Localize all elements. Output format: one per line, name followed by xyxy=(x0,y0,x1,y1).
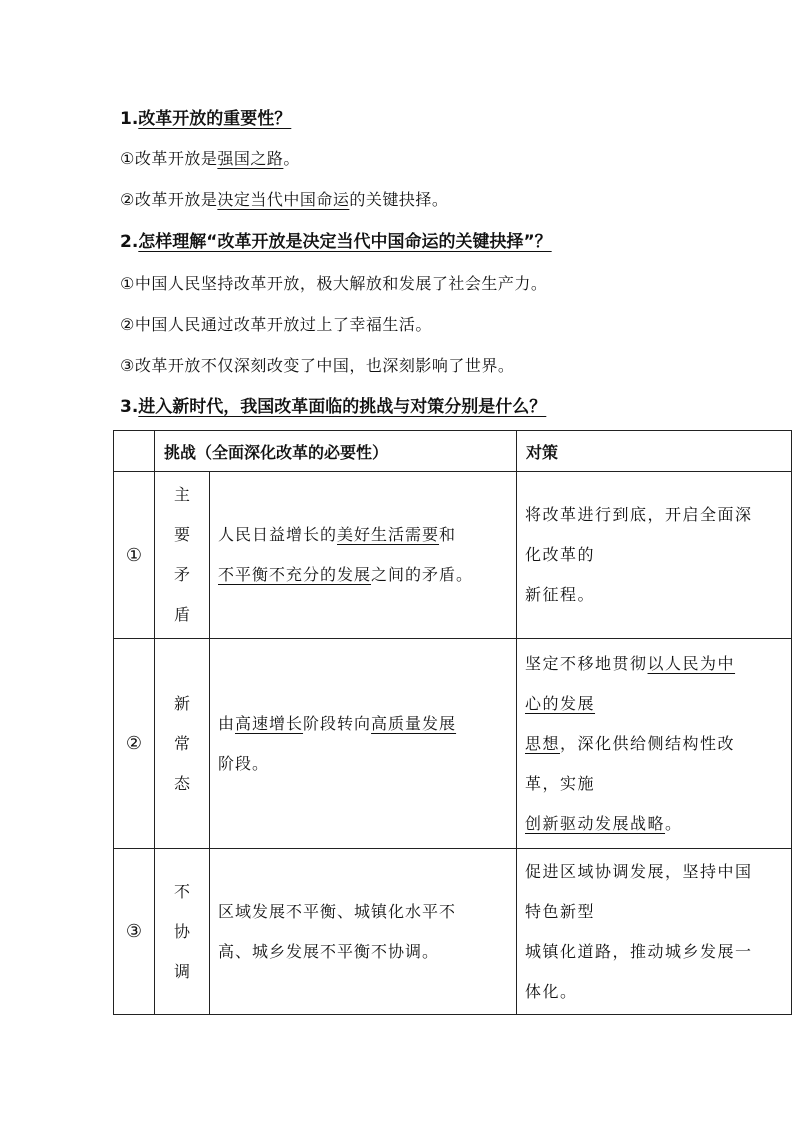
challenge-text: 之间的矛盾。 xyxy=(371,565,474,584)
measure-key: 思想 xyxy=(525,733,561,753)
q1-item-2-key: 决定当代中国命运 xyxy=(217,190,350,209)
measure-text: 坚定不移地贯彻 xyxy=(525,653,648,673)
measure-key: 心的发展 xyxy=(525,693,596,713)
challenge-line: 区域发展不平衡、城镇化水平不 xyxy=(218,901,457,921)
table-row xyxy=(114,472,792,639)
table-row xyxy=(114,639,792,849)
measure-line: 革，实施 xyxy=(525,773,596,793)
row-label-char: 新 xyxy=(173,693,190,713)
row-challenge xyxy=(210,472,517,639)
row-label-char: 协 xyxy=(173,921,190,941)
q1-number: 1. xyxy=(120,109,139,129)
row-measure xyxy=(517,849,792,1015)
header-empty-cell xyxy=(114,431,155,472)
row-label xyxy=(155,639,210,849)
row-number: ③ xyxy=(114,849,155,1015)
measure-key: 以人民为中 xyxy=(647,653,736,673)
row-measure xyxy=(517,472,792,639)
q2-number: 2. xyxy=(120,232,139,252)
challenge-measure-table xyxy=(113,430,792,1015)
q2-item-2: ②中国人民通过改革开放过上了幸福生活。 xyxy=(120,315,432,334)
challenge-text: 人民日益增长的 xyxy=(218,525,338,544)
measure-text: ，深化供给侧结构性改 xyxy=(560,733,736,753)
table-header-row xyxy=(114,431,792,472)
q1-item-1-prefix: ①改革开放是 xyxy=(120,149,218,168)
measure-line: 体化。 xyxy=(525,981,578,1001)
challenge-line: 高、城乡发展不平衡不协调。 xyxy=(218,941,440,961)
row-label-char: 要 xyxy=(173,525,190,544)
measure-line: 特色新型 xyxy=(525,901,596,921)
challenge-text: 由 xyxy=(218,713,236,733)
q2-title: 怎样理解“改革开放是决定当代中国命运的关键抉择”？ xyxy=(138,232,552,252)
row-label-char: 主 xyxy=(173,485,190,504)
q1-item-2-suffix: 的关键抉择。 xyxy=(349,190,449,209)
row-challenge xyxy=(210,639,517,849)
q1-item-1-suffix: 。 xyxy=(283,149,300,168)
q3-number: 3. xyxy=(120,397,139,417)
challenge-key: 美好生活需要 xyxy=(337,525,440,544)
q2-item-1: ①中国人民坚持改革开放，极大解放和发展了社会生产力。 xyxy=(120,274,548,293)
challenge-text: 阶段。 xyxy=(218,753,270,773)
row-label-char: 常 xyxy=(173,733,190,753)
measure-line: 将改革进行到底，开启全面深 xyxy=(525,505,753,524)
row-label-char: 盾 xyxy=(173,605,190,624)
measure-line: 新征程。 xyxy=(525,585,596,604)
table-row xyxy=(114,849,792,1015)
measure-key: 创新驱动发展战略 xyxy=(525,813,666,833)
row-label-char: 矛 xyxy=(173,565,190,584)
measure-text: 。 xyxy=(665,813,683,833)
challenge-key: 高质量发展 xyxy=(371,713,457,733)
q1-title: 改革开放的重要性？ xyxy=(138,109,292,129)
challenge-text: 阶段转向 xyxy=(303,713,372,733)
row-number: ① xyxy=(114,472,155,639)
measure-line: 化改革的 xyxy=(525,545,596,564)
measure-line: 城镇化道路，推动城乡发展一 xyxy=(525,941,753,961)
q1-item-2-prefix: ②改革开放是 xyxy=(120,190,218,209)
row-label xyxy=(155,472,210,639)
q2-heading xyxy=(120,231,552,253)
challenge-key: 高速增长 xyxy=(235,713,304,733)
row-label-char: 调 xyxy=(173,961,190,981)
row-label xyxy=(155,849,210,1015)
challenge-key: 不平衡不充分的发展 xyxy=(218,565,372,584)
measure-line: 促进区域协调发展，坚持中国 xyxy=(525,861,753,881)
q3-heading xyxy=(120,396,546,418)
header-challenge: 挑战（全面深化改革的必要性） xyxy=(155,431,517,472)
q1-item-1-key: 强国之路 xyxy=(217,149,284,168)
q1-heading xyxy=(120,108,291,130)
q3-title: 进入新时代，我国改革面临的挑战与对策分别是什么？ xyxy=(138,397,547,417)
header-measure: 对策 xyxy=(517,431,792,472)
challenge-text: 和 xyxy=(439,525,457,544)
row-label-char: 态 xyxy=(173,773,190,793)
q2-item-3: ③改革开放不仅深刻改变了中国，也深刻影响了世界。 xyxy=(120,356,515,375)
q1-item-1 xyxy=(120,148,300,170)
q1-item-2 xyxy=(120,189,448,211)
row-measure xyxy=(517,639,792,849)
row-number: ② xyxy=(114,639,155,849)
row-label-char: 不 xyxy=(173,881,190,901)
row-challenge xyxy=(210,849,517,1015)
